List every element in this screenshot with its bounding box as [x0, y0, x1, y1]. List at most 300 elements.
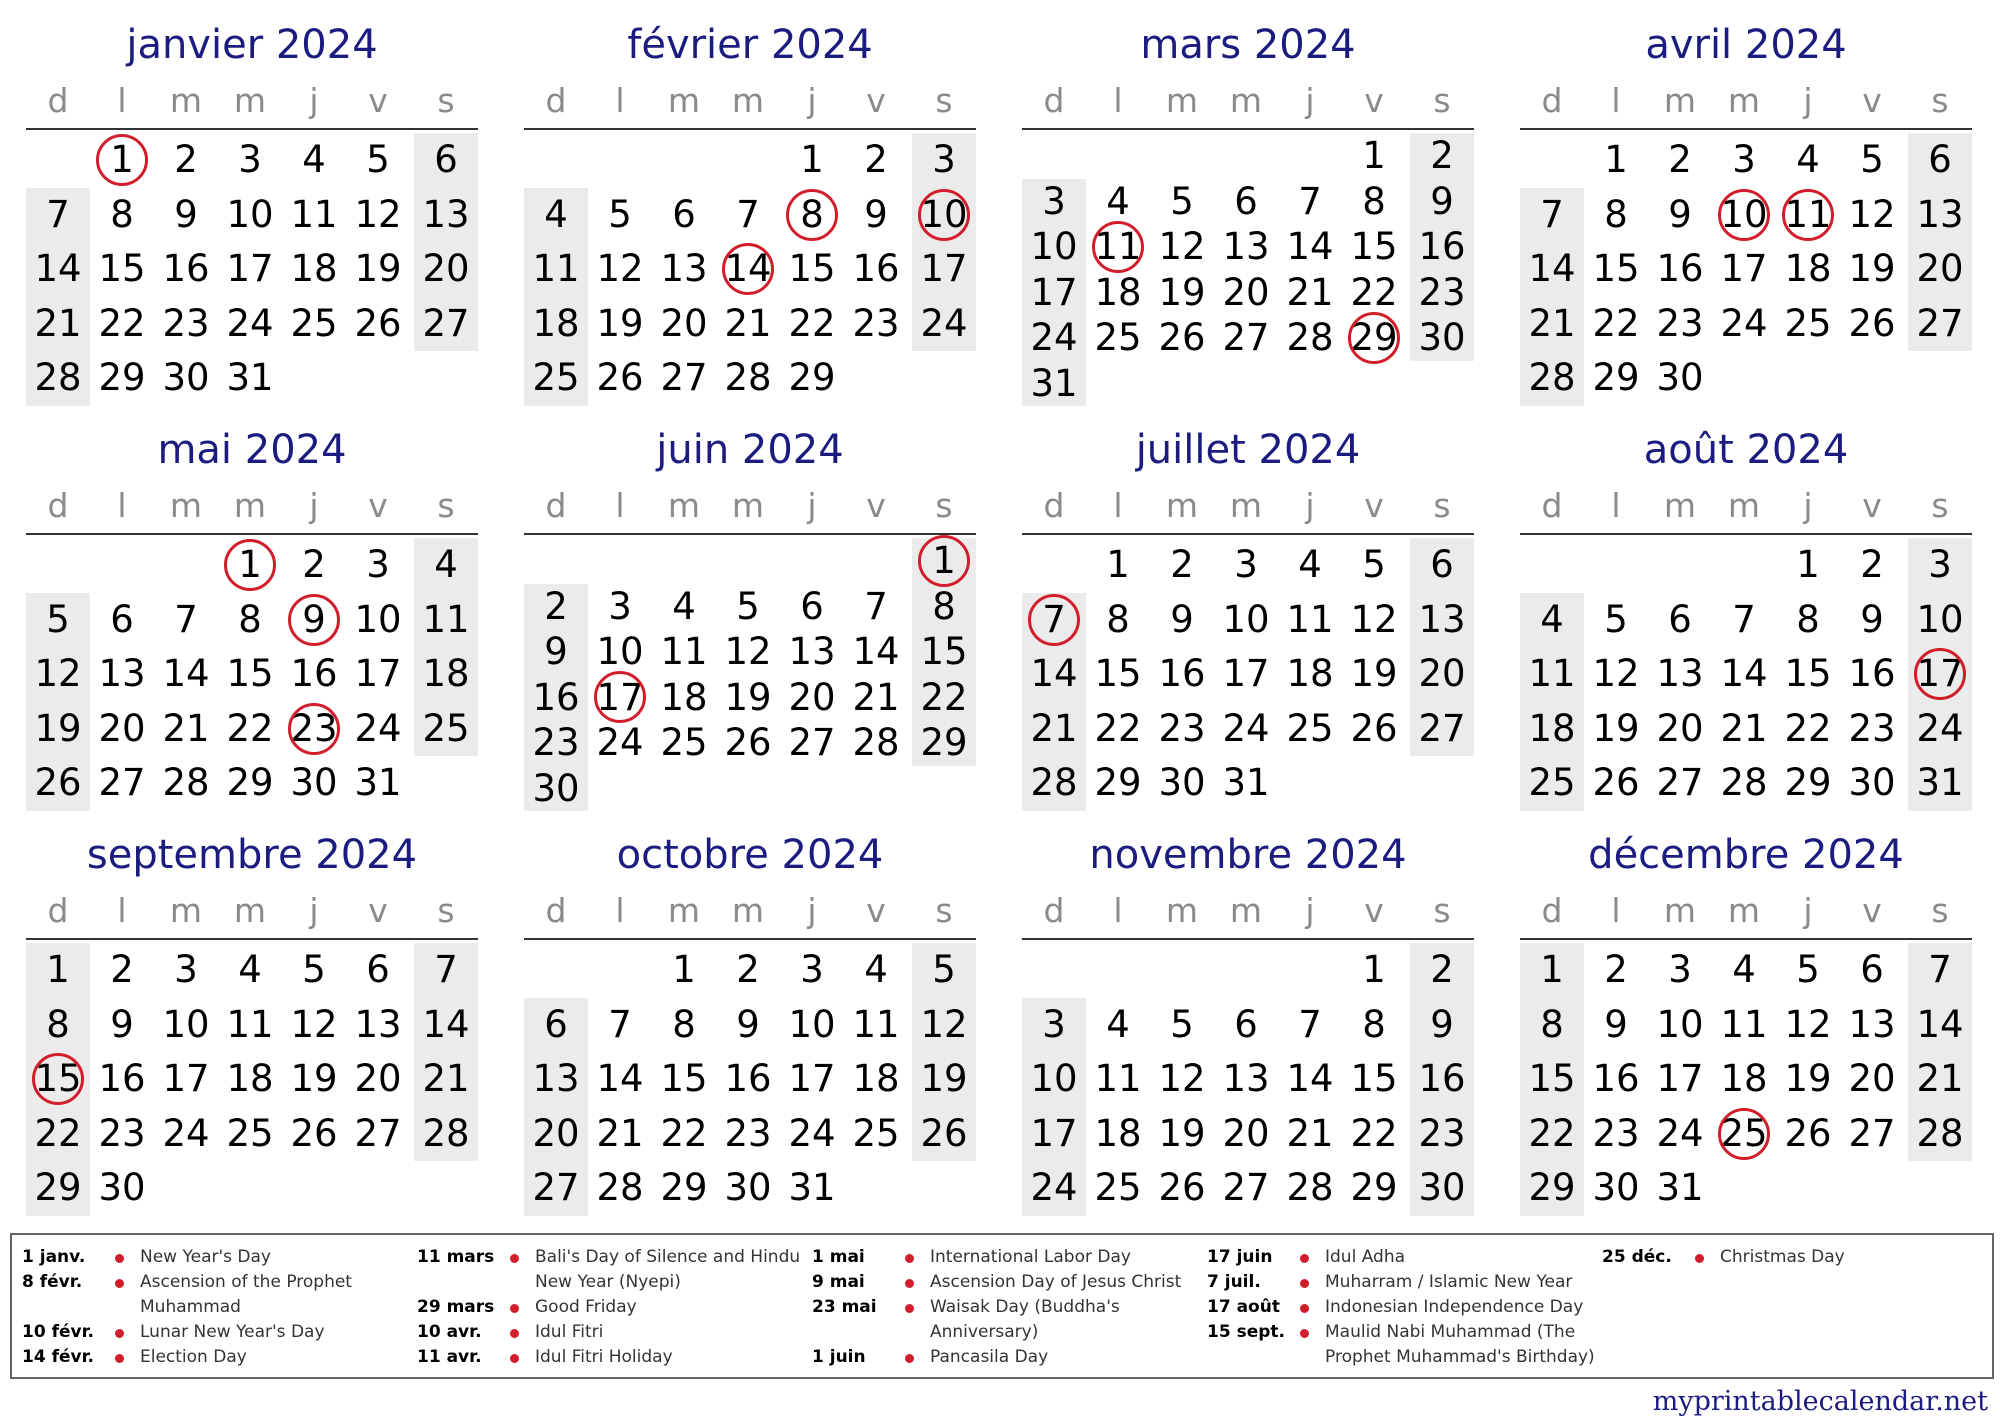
day-cell[interactable]: 6: [1234, 179, 1258, 223]
day-cell[interactable]: 20: [1916, 247, 1964, 290]
day-cell[interactable]: 29: [1094, 761, 1142, 804]
day-cell[interactable]: 26: [1158, 1166, 1206, 1209]
day-cell[interactable]: 14: [1916, 1002, 1964, 1046]
day-cell[interactable]: 27: [1916, 301, 1964, 345]
day-cell[interactable]: 20: [1848, 1057, 1896, 1100]
day-cell[interactable]: 14: [852, 630, 900, 673]
day-cell[interactable]: 29: [226, 761, 274, 804]
day-cell[interactable]: 12: [596, 247, 644, 290]
day-cell[interactable]: 17: [1030, 270, 1078, 314]
day-cell[interactable]: 30: [1592, 1166, 1640, 1209]
day-cell[interactable]: 9: [1430, 1002, 1454, 1046]
day-cell[interactable]: 4: [1106, 1002, 1130, 1046]
day-cell[interactable]: 21: [1286, 1111, 1334, 1155]
day-cell[interactable]: 2: [1860, 543, 1884, 586]
day-cell[interactable]: 29: [920, 721, 968, 764]
day-cell[interactable]: 10: [788, 1002, 836, 1046]
day-cell[interactable]: 4: [544, 192, 568, 236]
day-cell[interactable]: 9: [110, 1002, 134, 1046]
day-cell[interactable]: 23: [162, 301, 210, 345]
day-cell[interactable]: 25: [422, 706, 470, 750]
day-cell[interactable]: 22: [1350, 1111, 1398, 1155]
day-cell[interactable]: 19: [920, 1057, 968, 1100]
day-cell[interactable]: 1: [1362, 948, 1386, 991]
day-cell[interactable]: 19: [290, 1057, 338, 1100]
day-cell[interactable]: 23: [1848, 706, 1896, 750]
day-cell[interactable]: 29: [788, 356, 836, 399]
day-cell[interactable]: 29: [1592, 356, 1640, 399]
day-cell[interactable]: 27: [1222, 1166, 1270, 1209]
day-cell[interactable]: 15: [1592, 247, 1640, 290]
day-cell[interactable]: 26: [1158, 316, 1206, 359]
day-cell[interactable]: 7: [1298, 1002, 1322, 1046]
day-cell[interactable]: 14: [1286, 225, 1334, 268]
day-cell[interactable]: 17: [596, 675, 644, 719]
day-cell[interactable]: 1: [932, 539, 956, 582]
day-cell[interactable]: 2: [302, 543, 326, 586]
day-cell[interactable]: 9: [1170, 597, 1194, 641]
day-cell[interactable]: 27: [1222, 316, 1270, 359]
day-cell[interactable]: 6: [110, 597, 134, 641]
day-cell[interactable]: 14: [1720, 652, 1768, 695]
day-cell[interactable]: 10: [1720, 192, 1768, 236]
day-cell[interactable]: 11: [1094, 1057, 1142, 1100]
day-cell[interactable]: 15: [1350, 1057, 1398, 1100]
day-cell[interactable]: 29: [660, 1166, 708, 1209]
day-cell[interactable]: 17: [354, 652, 402, 695]
day-cell[interactable]: 12: [1592, 652, 1640, 695]
day-cell[interactable]: 18: [1720, 1057, 1768, 1100]
day-cell[interactable]: 2: [544, 584, 568, 628]
day-cell[interactable]: 24: [1720, 301, 1768, 345]
day-cell[interactable]: 11: [290, 192, 338, 236]
day-cell[interactable]: 11: [1528, 652, 1576, 695]
day-cell[interactable]: 18: [1094, 270, 1142, 314]
day-cell[interactable]: 8: [932, 584, 956, 628]
day-cell[interactable]: 2: [864, 138, 888, 181]
day-cell[interactable]: 9: [174, 192, 198, 236]
day-cell[interactable]: 30: [1656, 356, 1704, 399]
day-cell[interactable]: 25: [290, 301, 338, 345]
day-cell[interactable]: 15: [1094, 652, 1142, 695]
day-cell[interactable]: 30: [1418, 1166, 1466, 1209]
day-cell[interactable]: 18: [1094, 1111, 1142, 1155]
day-cell[interactable]: 9: [302, 597, 326, 641]
day-cell[interactable]: 24: [1030, 1166, 1078, 1209]
day-cell[interactable]: 13: [1848, 1002, 1896, 1046]
day-cell[interactable]: 4: [1796, 138, 1820, 181]
day-cell[interactable]: 25: [226, 1111, 274, 1155]
day-cell[interactable]: 7: [864, 584, 888, 628]
day-cell[interactable]: 26: [920, 1111, 968, 1155]
day-cell[interactable]: 12: [290, 1002, 338, 1046]
day-cell[interactable]: 26: [1350, 706, 1398, 750]
day-cell[interactable]: 24: [1656, 1111, 1704, 1155]
day-cell[interactable]: 24: [920, 301, 968, 345]
day-cell[interactable]: 9: [864, 192, 888, 236]
day-cell[interactable]: 30: [290, 761, 338, 804]
day-cell[interactable]: 17: [1916, 652, 1964, 695]
day-cell[interactable]: 30: [1418, 316, 1466, 359]
day-cell[interactable]: 5: [1860, 138, 1884, 181]
day-cell[interactable]: 6: [1234, 1002, 1258, 1046]
day-cell[interactable]: 30: [98, 1166, 146, 1209]
day-cell[interactable]: 21: [34, 301, 82, 345]
day-cell[interactable]: 16: [1848, 652, 1896, 695]
day-cell[interactable]: 22: [660, 1111, 708, 1155]
day-cell[interactable]: 5: [1796, 948, 1820, 991]
day-cell[interactable]: 22: [226, 706, 274, 750]
day-cell[interactable]: 8: [1796, 597, 1820, 641]
day-cell[interactable]: 1: [1362, 134, 1386, 177]
day-cell[interactable]: 12: [1158, 225, 1206, 268]
day-cell[interactable]: 10: [596, 630, 644, 673]
day-cell[interactable]: 8: [110, 192, 134, 236]
day-cell[interactable]: 15: [1784, 652, 1832, 695]
day-cell[interactable]: 16: [1418, 225, 1466, 268]
day-cell[interactable]: 12: [1848, 192, 1896, 236]
day-cell[interactable]: 19: [1158, 1111, 1206, 1155]
day-cell[interactable]: 5: [1170, 1002, 1194, 1046]
day-cell[interactable]: 17: [788, 1057, 836, 1100]
day-cell[interactable]: 19: [1848, 247, 1896, 290]
day-cell[interactable]: 8: [238, 597, 262, 641]
day-cell[interactable]: 21: [852, 675, 900, 719]
day-cell[interactable]: 11: [1784, 192, 1832, 236]
day-cell[interactable]: 28: [852, 721, 900, 764]
day-cell[interactable]: 13: [532, 1057, 580, 1100]
day-cell[interactable]: 1: [672, 948, 696, 991]
day-cell[interactable]: 28: [724, 356, 772, 399]
day-cell[interactable]: 1: [800, 138, 824, 181]
day-cell[interactable]: 24: [1030, 316, 1078, 359]
day-cell[interactable]: 24: [1222, 706, 1270, 750]
day-cell[interactable]: 5: [302, 948, 326, 991]
day-cell[interactable]: 28: [1286, 316, 1334, 359]
day-cell[interactable]: 2: [1604, 948, 1628, 991]
footer-site-name[interactable]: myprintablecalendar.net: [1652, 1386, 1988, 1417]
day-cell[interactable]: 31: [1916, 761, 1964, 804]
day-cell[interactable]: 23: [852, 301, 900, 345]
day-cell[interactable]: 13: [1222, 225, 1270, 268]
day-cell[interactable]: 28: [596, 1166, 644, 1209]
day-cell[interactable]: 16: [162, 247, 210, 290]
day-cell[interactable]: 30: [1848, 761, 1896, 804]
day-cell[interactable]: 7: [1928, 948, 1952, 991]
day-cell[interactable]: 30: [532, 766, 580, 810]
day-cell[interactable]: 23: [290, 706, 338, 750]
day-cell[interactable]: 18: [532, 301, 580, 345]
day-cell[interactable]: 10: [354, 597, 402, 641]
day-cell[interactable]: 7: [1298, 179, 1322, 223]
day-cell[interactable]: 28: [422, 1111, 470, 1155]
day-cell[interactable]: 6: [672, 192, 696, 236]
day-cell[interactable]: 24: [226, 301, 274, 345]
day-cell[interactable]: 5: [366, 138, 390, 181]
day-cell[interactable]: 15: [98, 247, 146, 290]
day-cell[interactable]: 9: [1860, 597, 1884, 641]
day-cell[interactable]: 20: [532, 1111, 580, 1155]
day-cell[interactable]: 3: [608, 584, 632, 628]
day-cell[interactable]: 18: [660, 675, 708, 719]
day-cell[interactable]: 8: [1540, 1002, 1564, 1046]
day-cell[interactable]: 14: [422, 1002, 470, 1046]
day-cell[interactable]: 21: [724, 301, 772, 345]
day-cell[interactable]: 4: [238, 948, 262, 991]
day-cell[interactable]: 11: [1720, 1002, 1768, 1046]
day-cell[interactable]: 25: [1528, 761, 1576, 804]
day-cell[interactable]: 17: [1222, 652, 1270, 695]
day-cell[interactable]: 21: [1528, 301, 1576, 345]
day-cell[interactable]: 21: [596, 1111, 644, 1155]
day-cell[interactable]: 1: [238, 543, 262, 586]
day-cell[interactable]: 22: [1528, 1111, 1576, 1155]
day-cell[interactable]: 28: [1916, 1111, 1964, 1155]
day-cell[interactable]: 27: [354, 1111, 402, 1155]
day-cell[interactable]: 15: [34, 1057, 82, 1100]
day-cell[interactable]: 7: [174, 597, 198, 641]
day-cell[interactable]: 12: [920, 1002, 968, 1046]
day-cell[interactable]: 23: [1656, 301, 1704, 345]
day-cell[interactable]: 24: [596, 721, 644, 764]
day-cell[interactable]: 23: [1418, 270, 1466, 314]
day-cell[interactable]: 29: [1784, 761, 1832, 804]
day-cell[interactable]: 7: [434, 948, 458, 991]
day-cell[interactable]: 26: [1848, 301, 1896, 345]
day-cell[interactable]: 26: [1592, 761, 1640, 804]
day-cell[interactable]: 28: [1286, 1166, 1334, 1209]
day-cell[interactable]: 28: [1030, 761, 1078, 804]
day-cell[interactable]: 7: [1540, 192, 1564, 236]
day-cell[interactable]: 19: [1784, 1057, 1832, 1100]
day-cell[interactable]: 3: [1042, 179, 1066, 223]
day-cell[interactable]: 1: [1604, 138, 1628, 181]
day-cell[interactable]: 27: [532, 1166, 580, 1209]
day-cell[interactable]: 17: [1720, 247, 1768, 290]
day-cell[interactable]: 16: [724, 1057, 772, 1100]
day-cell[interactable]: 28: [162, 761, 210, 804]
day-cell[interactable]: 19: [1158, 270, 1206, 314]
day-cell[interactable]: 27: [1418, 706, 1466, 750]
day-cell[interactable]: 16: [98, 1057, 146, 1100]
day-cell[interactable]: 3: [1732, 138, 1756, 181]
day-cell[interactable]: 14: [724, 247, 772, 290]
day-cell[interactable]: 15: [660, 1057, 708, 1100]
day-cell[interactable]: 22: [788, 301, 836, 345]
day-cell[interactable]: 10: [1030, 225, 1078, 268]
day-cell[interactable]: 30: [162, 356, 210, 399]
day-cell[interactable]: 13: [422, 192, 470, 236]
day-cell[interactable]: 3: [1042, 1002, 1066, 1046]
day-cell[interactable]: 22: [98, 301, 146, 345]
day-cell[interactable]: 26: [34, 761, 82, 804]
day-cell[interactable]: 21: [162, 706, 210, 750]
day-cell[interactable]: 17: [1656, 1057, 1704, 1100]
day-cell[interactable]: 18: [290, 247, 338, 290]
day-cell[interactable]: 22: [1592, 301, 1640, 345]
day-cell[interactable]: 9: [736, 1002, 760, 1046]
day-cell[interactable]: 30: [1158, 761, 1206, 804]
day-cell[interactable]: 19: [596, 301, 644, 345]
day-cell[interactable]: 30: [724, 1166, 772, 1209]
day-cell[interactable]: 2: [1668, 138, 1692, 181]
day-cell[interactable]: 18: [422, 652, 470, 695]
day-cell[interactable]: 16: [1592, 1057, 1640, 1100]
day-cell[interactable]: 27: [660, 356, 708, 399]
day-cell[interactable]: 21: [1286, 270, 1334, 314]
day-cell[interactable]: 13: [788, 630, 836, 673]
day-cell[interactable]: 19: [1592, 706, 1640, 750]
day-cell[interactable]: 24: [354, 706, 402, 750]
day-cell[interactable]: 7: [736, 192, 760, 236]
day-cell[interactable]: 23: [1158, 706, 1206, 750]
day-cell[interactable]: 1: [46, 948, 70, 991]
day-cell[interactable]: 4: [1732, 948, 1756, 991]
day-cell[interactable]: 14: [162, 652, 210, 695]
day-cell[interactable]: 20: [354, 1057, 402, 1100]
day-cell[interactable]: 4: [302, 138, 326, 181]
day-cell[interactable]: 8: [672, 1002, 696, 1046]
day-cell[interactable]: 25: [1094, 316, 1142, 359]
day-cell[interactable]: 9: [1604, 1002, 1628, 1046]
day-cell[interactable]: 20: [660, 301, 708, 345]
day-cell[interactable]: 9: [1668, 192, 1692, 236]
day-cell[interactable]: 10: [1030, 1057, 1078, 1100]
day-cell[interactable]: 2: [1430, 134, 1454, 177]
day-cell[interactable]: 10: [226, 192, 274, 236]
day-cell[interactable]: 8: [1604, 192, 1628, 236]
day-cell[interactable]: 28: [1528, 356, 1576, 399]
day-cell[interactable]: 2: [1170, 543, 1194, 586]
day-cell[interactable]: 4: [434, 543, 458, 586]
day-cell[interactable]: 27: [422, 301, 470, 345]
day-cell[interactable]: 25: [852, 1111, 900, 1155]
day-cell[interactable]: 22: [34, 1111, 82, 1155]
day-cell[interactable]: 1: [110, 138, 134, 181]
day-cell[interactable]: 12: [1350, 597, 1398, 641]
day-cell[interactable]: 15: [1350, 225, 1398, 268]
day-cell[interactable]: 7: [1042, 597, 1066, 641]
day-cell[interactable]: 5: [608, 192, 632, 236]
day-cell[interactable]: 27: [1848, 1111, 1896, 1155]
day-cell[interactable]: 12: [34, 652, 82, 695]
day-cell[interactable]: 11: [852, 1002, 900, 1046]
day-cell[interactable]: 19: [1350, 652, 1398, 695]
day-cell[interactable]: 7: [46, 192, 70, 236]
day-cell[interactable]: 28: [1720, 761, 1768, 804]
day-cell[interactable]: 31: [1656, 1166, 1704, 1209]
day-cell[interactable]: 4: [1540, 597, 1564, 641]
day-cell[interactable]: 12: [354, 192, 402, 236]
day-cell[interactable]: 23: [532, 721, 580, 764]
day-cell[interactable]: 14: [1286, 1057, 1334, 1100]
day-cell[interactable]: 23: [98, 1111, 146, 1155]
day-cell[interactable]: 6: [544, 1002, 568, 1046]
day-cell[interactable]: 10: [1916, 597, 1964, 641]
day-cell[interactable]: 29: [1528, 1166, 1576, 1209]
day-cell[interactable]: 18: [226, 1057, 274, 1100]
day-cell[interactable]: 11: [1286, 597, 1334, 641]
day-cell[interactable]: 29: [1350, 1166, 1398, 1209]
day-cell[interactable]: 9: [544, 630, 568, 673]
day-cell[interactable]: 14: [596, 1057, 644, 1100]
day-cell[interactable]: 13: [660, 247, 708, 290]
day-cell[interactable]: 25: [1784, 301, 1832, 345]
day-cell[interactable]: 22: [1350, 270, 1398, 314]
day-cell[interactable]: 5: [1604, 597, 1628, 641]
day-cell[interactable]: 8: [1362, 179, 1386, 223]
day-cell[interactable]: 13: [1222, 1057, 1270, 1100]
day-cell[interactable]: 3: [1928, 543, 1952, 586]
day-cell[interactable]: 14: [34, 247, 82, 290]
day-cell[interactable]: 21: [1916, 1057, 1964, 1100]
day-cell[interactable]: 22: [920, 675, 968, 719]
day-cell[interactable]: 10: [1222, 597, 1270, 641]
day-cell[interactable]: 20: [422, 247, 470, 290]
day-cell[interactable]: 5: [736, 584, 760, 628]
day-cell[interactable]: 6: [1668, 597, 1692, 641]
day-cell[interactable]: 14: [1030, 652, 1078, 695]
day-cell[interactable]: 5: [932, 948, 956, 991]
day-cell[interactable]: 1: [1106, 543, 1130, 586]
day-cell[interactable]: 20: [1222, 270, 1270, 314]
day-cell[interactable]: 20: [1418, 652, 1466, 695]
day-cell[interactable]: 26: [354, 301, 402, 345]
day-cell[interactable]: 16: [290, 652, 338, 695]
day-cell[interactable]: 24: [788, 1111, 836, 1155]
day-cell[interactable]: 3: [174, 948, 198, 991]
day-cell[interactable]: 15: [1528, 1057, 1576, 1100]
day-cell[interactable]: 27: [1656, 761, 1704, 804]
day-cell[interactable]: 25: [1286, 706, 1334, 750]
day-cell[interactable]: 29: [1350, 316, 1398, 359]
day-cell[interactable]: 16: [1418, 1057, 1466, 1100]
day-cell[interactable]: 11: [226, 1002, 274, 1046]
day-cell[interactable]: 26: [1784, 1111, 1832, 1155]
day-cell[interactable]: 15: [226, 652, 274, 695]
day-cell[interactable]: 25: [1094, 1166, 1142, 1209]
day-cell[interactable]: 21: [1030, 706, 1078, 750]
day-cell[interactable]: 25: [1720, 1111, 1768, 1155]
day-cell[interactable]: 20: [1656, 706, 1704, 750]
day-cell[interactable]: 2: [736, 948, 760, 991]
day-cell[interactable]: 29: [98, 356, 146, 399]
day-cell[interactable]: 31: [354, 761, 402, 804]
day-cell[interactable]: 3: [1668, 948, 1692, 991]
day-cell[interactable]: 8: [46, 1002, 70, 1046]
day-cell[interactable]: 11: [532, 247, 580, 290]
day-cell[interactable]: 8: [1106, 597, 1130, 641]
day-cell[interactable]: 6: [1430, 543, 1454, 586]
day-cell[interactable]: 3: [932, 138, 956, 181]
day-cell[interactable]: 16: [1158, 652, 1206, 695]
day-cell[interactable]: 3: [800, 948, 824, 991]
day-cell[interactable]: 26: [290, 1111, 338, 1155]
day-cell[interactable]: 10: [920, 192, 968, 236]
day-cell[interactable]: 26: [724, 721, 772, 764]
day-cell[interactable]: 25: [660, 721, 708, 764]
day-cell[interactable]: 8: [800, 192, 824, 236]
day-cell[interactable]: 12: [1158, 1057, 1206, 1100]
day-cell[interactable]: 22: [1094, 706, 1142, 750]
day-cell[interactable]: 20: [788, 675, 836, 719]
day-cell[interactable]: 7: [1732, 597, 1756, 641]
day-cell[interactable]: 13: [1916, 192, 1964, 236]
day-cell[interactable]: 4: [1298, 543, 1322, 586]
day-cell[interactable]: 31: [1030, 361, 1078, 405]
day-cell[interactable]: 11: [660, 630, 708, 673]
day-cell[interactable]: 3: [238, 138, 262, 181]
